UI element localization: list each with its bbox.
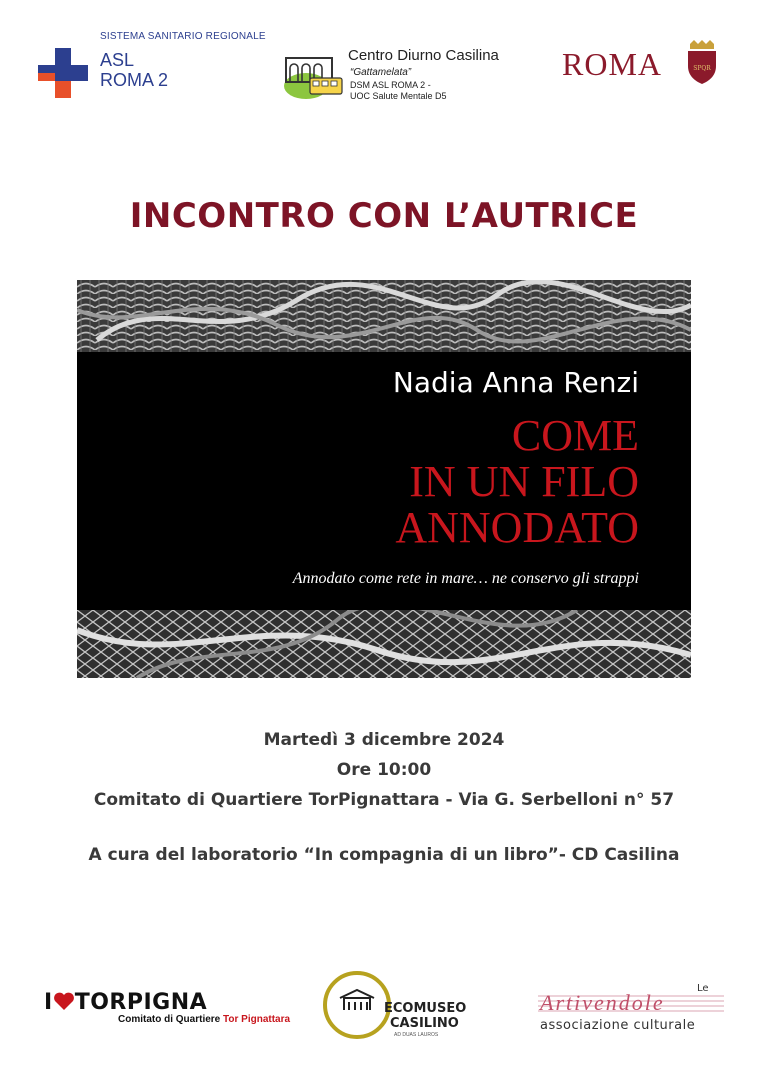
book-cover-banner bbox=[77, 280, 691, 678]
ecomuseo-tagline: AD DUAS LAUROS bbox=[394, 1032, 439, 1038]
centro-diurno-dsm: DSM ASL ROMA 2 - bbox=[350, 80, 431, 90]
net-texture-top-icon bbox=[77, 280, 691, 352]
book-author: Nadia Anna Renzi bbox=[392, 366, 639, 399]
heart-icon bbox=[53, 991, 75, 1011]
ecomuseo-subtitle: CASILINO bbox=[390, 1016, 459, 1031]
book-title-line-1: COME bbox=[511, 411, 639, 460]
artivendole-subtitle: associazione culturale bbox=[540, 1018, 696, 1033]
roma-shield-icon bbox=[684, 40, 720, 84]
torpigna-logo: I TORPIGNA bbox=[44, 990, 208, 1015]
centro-diurno-title: Centro Diurno Casilina bbox=[348, 47, 499, 64]
book-title-line-2: IN UN FILO bbox=[409, 457, 639, 506]
page-title: INCONTRO CON L’AUTRICE bbox=[129, 196, 639, 236]
ecomuseo-logo-icon bbox=[322, 970, 392, 1040]
book-subtitle: Annodato come rete in mare… ne conservo gli strappi bbox=[292, 570, 639, 587]
artivendole-name: Artivendole bbox=[540, 990, 665, 1015]
event-curator: A cura del laboratorio “In compagnia di un libro”- CD Casilina bbox=[88, 845, 680, 865]
centro-diurno-uoc: UOC Salute Mentale D5 bbox=[350, 91, 447, 101]
centro-diurno-logo-icon bbox=[280, 50, 346, 100]
svg-text:SPQR: SPQR bbox=[693, 65, 711, 72]
cover-black-band bbox=[77, 352, 691, 610]
net-texture-bottom-icon bbox=[77, 610, 691, 678]
centro-diurno-subtitle: “Gattamelata” bbox=[350, 67, 412, 78]
artivendole-le: Le bbox=[697, 983, 709, 994]
asl-subtitle: SISTEMA SANITARIO REGIONALE bbox=[100, 31, 266, 42]
torpigna-subtitle: Comitato di Quartiere Tor Pignattara bbox=[118, 1014, 291, 1025]
book-title-line-3: ANNODATO bbox=[395, 503, 639, 552]
event-time: Ore 10:00 bbox=[336, 760, 432, 780]
ecomuseo-title: ECOMUSEO bbox=[384, 1001, 467, 1016]
asl-name: ASL ROMA 2 bbox=[100, 50, 169, 90]
event-date: Martedì 3 dicembre 2024 bbox=[263, 730, 505, 750]
event-place: Comitato di Quartiere TorPignattara - Via G. Serbelloni n° 57 bbox=[93, 790, 675, 810]
roma-logo-text: ROMA bbox=[562, 46, 663, 82]
asl-cross-icon bbox=[38, 48, 88, 98]
